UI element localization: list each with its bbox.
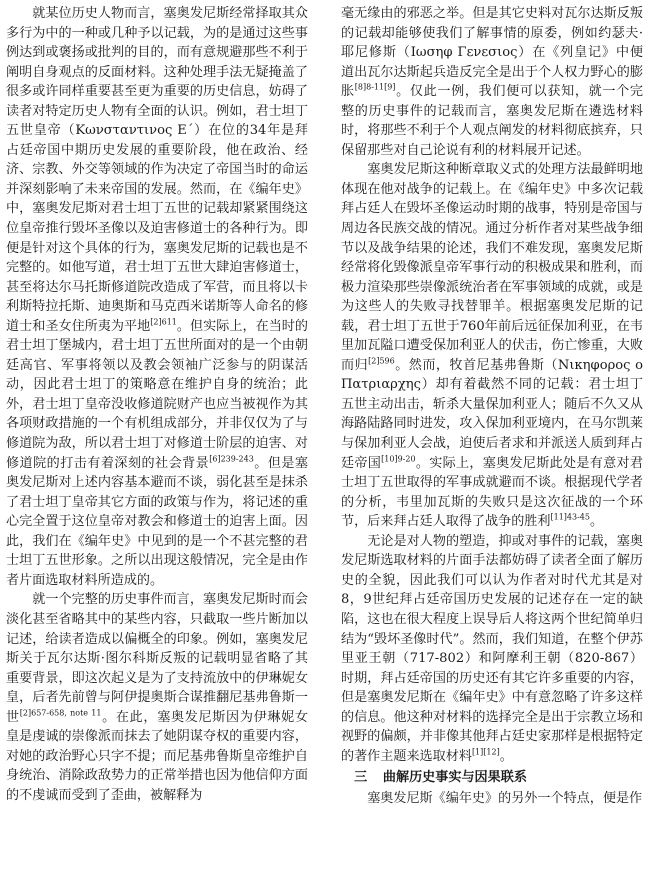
- paragraph-text: 就某位历史人物而言，塞奥发尼斯经常择取其众多行为中的一种或几种予以记载，为的是通过这些事例达到或褒扬或批判的目的，而有意规避那些不利于阐明自身观点的反面材料。这种处理手法无疑掩盖了很多或许同样重要甚至更为重要的历史信息，妨碍了读者对特定历史人物有全面的认识。例如，君士坦丁五世皇帝（Κωνσταντινος Ε΄）在位的34年是拜占廷帝国中期历史发展的重要阶段，他在政治、经济、宗教、外交等领域的作为决定了帝国当时的命运并深刻影响了未来帝国的发展。然而，在《编年史》中，塞奥发尼斯对君士坦丁五世的记载却紧紧围绕这位皇帝推行毁坏圣像以及迫害修道士的各种行为。即便是针对这个具体的行为，塞奥发尼斯的记载也是不完整的。如他写道，君士坦丁五世大肆迫害修道士，甚至将达尔马托斯修道院改造成了军营，而且将以卡利斯特拉托斯、迪奥斯和马克西米诺斯等人命名的修道士和圣女住所夷为平地: [6, 6, 308, 334]
- citation-reference: [11]43-45: [550, 512, 590, 522]
- paragraph: [341, 4, 643, 160]
- citation-reference: [2]596: [368, 356, 395, 366]
- paragraph: [341, 160, 643, 531]
- paragraph-text: 毫无缘由的邪恶之举。但是其它史料对瓦尔达斯反叛的记载却能够使我们了解事情的原委，例如约瑟夫·耶尼修斯（Ιωσηφ Γενεσιος）在《列皇记》中便道出瓦尔达斯起兵造反完全是出于个人权力野心的膨胀: [341, 6, 643, 100]
- section-heading: [341, 768, 643, 788]
- section-number: 三: [354, 770, 368, 786]
- paragraph-text: 。然而，牧首尼基弗鲁斯（Νικηφορος ο Πατριαρχης）却有着截然不同的记载：君士坦丁五世主动出击，斩杀大量保加利亚人；随后不久又从海路陆路同时进发，攻入保加利亚境内，在马尔凯莱与保加利亚人会战，迫使后者求和并派送人质到拜占廷帝国: [341, 357, 643, 471]
- paragraph-text: 。: [589, 514, 604, 530]
- paragraph: [341, 532, 643, 767]
- paragraph: [6, 590, 308, 805]
- paragraph-text: 。仅此一例，我们便可以获知，就一个完整的历史事件的记载而言，塞奥发尼斯在遴选材料时，将那些不利于个人观点阐发的材料彻底摈弃，只保留那些对自己论说有利的材料展开记述。: [341, 84, 644, 158]
- paragraph-text: 塞奥发尼斯这种断章取义式的处理方法最鲜明地体现在他对战争的记载上。在《编年史》中多次记载拜占廷人在毁坏圣像运动时期的战事，特别是帝国与周边各民族交战的情况。通过分析作者对某些战争细节以及战争结果的论述，我们不难发现，塞奥发尼斯经常将化毁像派皇帝军事行动的积极成果和胜利，而极力渲染那些崇像派统治者在军事领域的成就，或是为这些人的失败寻找替罪羊。根据塞奥发尼斯的记载，君士坦丁五世于760年前后远征保加利亚，在韦里加瓦隘口遭受保加利亚人的伏击，伤亡惨重，大败而归: [341, 162, 643, 373]
- paragraph-text: 。但实际上，在当时的君士坦丁堡城内，君士坦丁五世所面对的是一个由朝廷高官、军事将领以及教会领袖广泛参与的阴谋活动，因此君士坦丁的策略意在维护自身的统治；此外，君士坦丁皇帝没收修道院财产也应当被视作为其各项财政措施的一个有机组成部分，并非仅仅为了与修道院为敌，所以君士坦丁对修道士阶层的迫害、对修道院的打击有着深刻的社会背景: [6, 318, 309, 471]
- paragraph-text: 。实际上，塞奥发尼斯此处是有意对君士坦丁五世取得的军事成就避而不谈。根据现代学者的分析，韦里加瓦斯的失败只是这次征战的一个环节，后来拜占廷人取得了战争的胜利: [341, 455, 644, 530]
- paragraph-text: 无论是对人物的塑造，抑或对事件的记载，塞奥发尼斯选取材料的片面手法都妨碍了读者全面了解历史的全貌，因此我们可以认为作者对时代尤其是对8，9世纪拜占廷帝国历史发展的记述存在一定的缺陷，这也在很大程度上误导后人将这两个世纪简单归结为“毁坏圣像时代”。然而，我们知道，在整个伊苏里亚王朝（717-802）和阿摩利王朝（820-867）时期，拜占廷帝国的历史还有其它许多重要的内容，但是塞奥发尼斯在《编年史》中有意忽略了许多这样的信息。他这种对材料的选择完全是出于宗教立场和视野的偏颇，并非像其他拜占廷史家那样是根据特定的著作主题来选取材料: [341, 533, 643, 764]
- paragraph-text: 。: [499, 748, 513, 764]
- citation-reference: [10]9-20: [381, 454, 416, 464]
- citation-reference: [1][12]: [471, 747, 500, 757]
- section-title: 曲解历史事实与因果联系: [382, 770, 527, 786]
- paragraph: [6, 4, 308, 590]
- paragraph-text: 。在此，塞奥发尼斯因为伊琳妮女皇是虔诚的崇像派而抹去了她阴谋夺权的重要内容，对她的政治野心只字不提；而尼基弗鲁斯皇帝维护自身统治、消除政敌势力的正常举措也因为他信仰方面的不虔诚而受到了歪曲，被解释为: [6, 709, 308, 803]
- citation-reference: [8]8-11[9]: [354, 82, 396, 92]
- paragraph-text: 塞奥发尼斯《编年史》的另外一个特点，便是作: [367, 790, 643, 806]
- citation-reference: [2]657-658, note 11: [19, 708, 102, 718]
- citation-reference: [2]611: [150, 317, 177, 327]
- paragraph-text: 。但是塞奥发尼斯对上述内容基本避而不谈，弱化甚至是抹杀了君士坦丁皇帝其它方面的政策与作为，将记述的重心完全置于这位皇帝对教会和修道士的迫害上面。因此，我们在《编年史》中见到的是一个不甚完整的君士坦丁五世形象。之所以出现这般情况，完全是由作者片面选取材料所造成的。: [6, 455, 309, 588]
- paragraph-text: 就一个完整的历史事件而言，塞奥发尼斯时而会淡化甚至省略其中的某些内容，只截取一些片断加以记述，给读者造成以偏概全的印象。例如，塞奥发尼斯关于瓦尔达斯·图尔科斯反叛的记载明显省略了其重要背景，即这次起义是为了支持流放中的伊琳妮女皇，后者先前曾与阿伊提奥斯合谋推翻尼基弗鲁斯一世: [6, 592, 308, 725]
- paragraph: [341, 789, 643, 809]
- citation-reference: [6]239-243: [209, 454, 254, 464]
- left-column: [6, 4, 308, 805]
- right-column: [341, 4, 643, 808]
